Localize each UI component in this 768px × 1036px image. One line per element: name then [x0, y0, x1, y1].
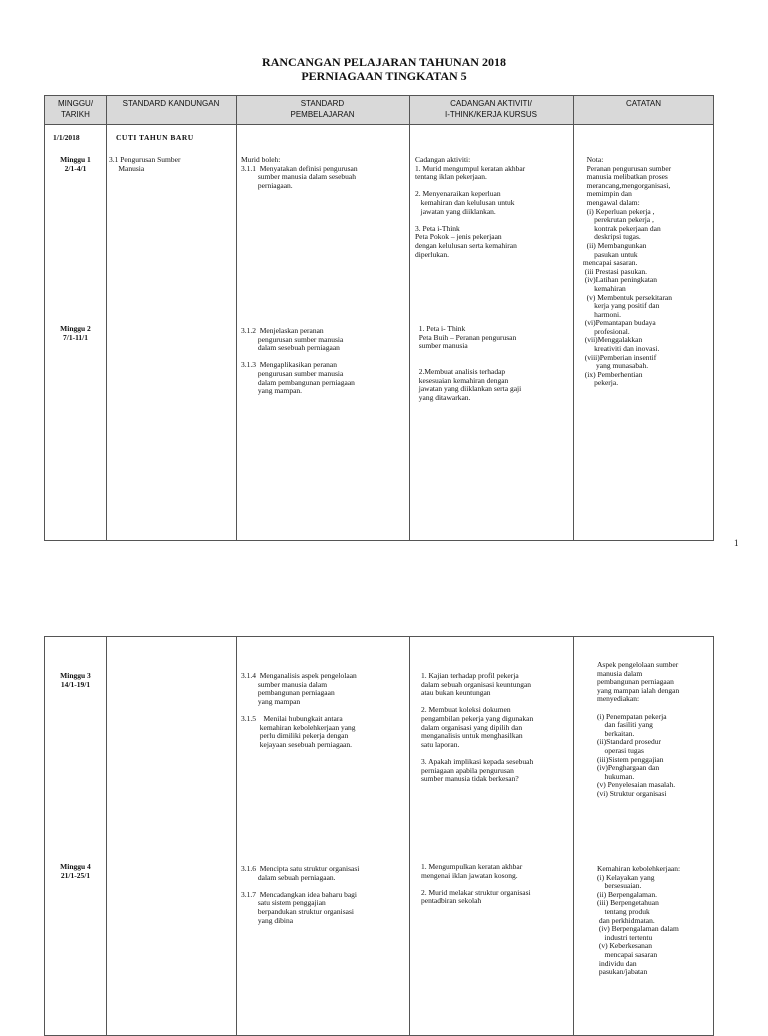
lesson-plan-table-page-1 — [44, 95, 714, 541]
week-1-label: Minggu 1 2/1-4/1 — [60, 155, 91, 173]
column-divider — [106, 96, 107, 540]
week-1-standard-kandungan: 3.1 Pengurusan Sumber Manusia — [109, 155, 181, 173]
week-2-cadangan-aktiviti: 1. Peta i- Think Peta Buih – Peranan pengurusan sumber manusia 2.Membuat analisis terhadap kesesuaian kemahiran dengan jawatan yang diiklankan serta gaji yang ditawarkan. — [418, 324, 522, 402]
week-4-cadangan-aktiviti: 1. Mengumpulkan keratan akhbar mengenai iklan jawatan kosong. 2. Murid melakar struktur organisasi pentadbiran sekolah — [421, 862, 531, 906]
header-minggu: MINGGU/ TARIKH — [57, 99, 94, 119]
column-divider — [573, 637, 574, 1035]
week-1-standard-pembelajaran: Murid boleh: 3.1.1 Menyatakan definisi pengurusan sumber manusia dalam sesebuah perniagaan. — [241, 155, 358, 190]
header-standard-kandungan: STANDARD KANDUNGAN — [122, 99, 220, 108]
week-2-label: Minggu 2 7/1-11/1 — [60, 324, 91, 342]
week-2-standard-pembelajaran: 3.1.2 Menjelaskan peranan pengurusan sumber manusia dalam sesebuah perniagaan 3.1.3 Mengaplikasikan peranan pengurusan sumber manusia dalam pembangunan perniagaan yang mampan. — [241, 326, 355, 396]
week-3-label: Minggu 3 14/1-19/1 — [60, 671, 91, 689]
column-divider — [236, 637, 237, 1035]
document-subtitle: PERNIAGAAN TINGKATAN 5 — [301, 69, 467, 83]
week-4-standard-pembelajaran: 3.1.6 Mencipta satu struktur organisasi dalam sebuah perniagaan. 3.1.7 Mencadangkan idea baharu bagi satu sistem penggajian berpandukan struktur organisasi yang dibina — [241, 864, 360, 925]
header-standard-pembelajaran: STANDARD PEMBELAJARAN — [290, 99, 355, 119]
column-divider — [409, 637, 410, 1035]
week-3-standard-pembelajaran: 3.1.4 Menganalisis aspek pengelolaan sumber manusia dalam pembangunan perniagaan yang mampan 3.1.5 Menilai hubungkait antara kemahiran kebolehkerjaan yang perlu dimiliki pekerja dengan kejayaan sesebuah perniagaan. — [241, 671, 357, 749]
week-3-cadangan-aktiviti: 1. Kajian terhadap profil pekerja dalam sebuah organisasi keuntungan atau bukan keuntungan 2. Membuat koleksi dokumen pengambilan pekerja yang digunakan dalam organisasi yang dipilih dan menganalisis untuk menghasilkan satu laporan. 3. Apakah implikasi kepada sesebuah perniagaan apabila pengurusan sumber manusia tidak berkesan? — [421, 671, 534, 784]
header-catatan: CATATAN — [626, 99, 661, 108]
catatan-notes: Nota: Peranan pengurusan sumber manusia melibatkan proses merancang,mengorganisasi, memimpin dan mengawal dalam: (i) Keperluan pekerja , perekrutan pekerja , kontrak pekerjaan dan deskripsi tugas. (ii) Membangunkan pasukan untuk mencapai sasaran. (iii Prestasi pasukan. (iv)Latihan peningkatan kemahiran (v) Membentuk persekitaran kerja yang positif dan harmoni. (vi)Pemantapan budaya profesional. (vii)Menggalakkan kreativiti dan inovasi. (viii)Pemberian insentif yang munasabah. (ix) Pemberhentian pekerja. — [582, 155, 673, 388]
column-divider — [236, 96, 237, 540]
page-number: 1 — [734, 538, 739, 548]
cuti-date: 1/1/2018 — [53, 133, 80, 142]
column-divider — [409, 96, 410, 540]
column-divider — [106, 637, 107, 1035]
week-4-label: Minggu 4 21/1-25/1 — [60, 862, 91, 880]
table-header-row — [45, 96, 713, 125]
lesson-plan-table-page-2 — [44, 636, 714, 1036]
column-divider — [573, 96, 574, 540]
week-3-catatan: Aspek pengelolaan sumber manusia dalam pembangunan perniagaan yang mampan ialah dengan menyediakan: (i) Penempatan pekerja dan fasiliti yang berkaitan. (ii)Standard prosedur operasi tugas (iii)Sistem penggajian (iv)Penghargaan dan hukuman. (v) Penyelesaian masalah. (vi) Struktur organisasi — [597, 660, 680, 798]
header-cadangan-aktiviti: CADANGAN AKTIVITI/ I-THINK/KERJA KURSUS — [444, 99, 537, 119]
week-1-cadangan-aktiviti: Cadangan aktiviti: 1. Murid mengumpul keratan akhbar tentang iklan pekerjaan. 2. Menyenaraikan keperluan kemahiran dan kelulusan untuk jawatan yang diiklankan. 3. Peta i-Think Peta Pokok – jenis pekerjaan dengan kelulusan serta kemahiran diperlukan. — [415, 155, 526, 259]
cuti-label: CUTI TAHUN BARU — [116, 133, 194, 142]
week-4-catatan: Kemahiran kebolehkerjaan: (i) Kelayakan yang bersesuaian. (ii) Berpengalaman. (iii) Berpengetahuan tentang produk dan perkhidmatan. (iv) Berpengalaman dalam industri tertentu (v) Keberkesanan mencapai sasaran individu dan pasukan/jabatan — [597, 864, 681, 977]
document-title: RANCANGAN PELAJARAN TAHUNAN 2018 — [262, 55, 506, 69]
